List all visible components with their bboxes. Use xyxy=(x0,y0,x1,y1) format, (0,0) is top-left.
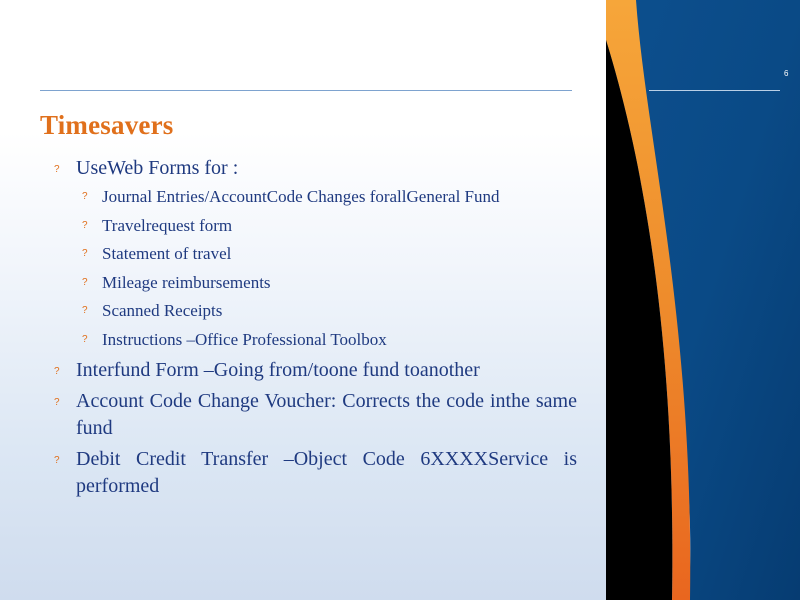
bullet-marker-icon: ? xyxy=(82,276,88,288)
bullet-item xyxy=(52,155,577,182)
bullet-item xyxy=(52,388,577,442)
sub-bullet-text: Travelrequest form xyxy=(102,215,233,235)
sub-bullet-text: Statement of travel xyxy=(102,244,232,263)
bullet-marker-icon: ? xyxy=(54,397,60,408)
title-rule xyxy=(40,90,572,91)
sub-bullet-item xyxy=(52,272,577,294)
bullet-marker-icon: ? xyxy=(82,305,88,316)
bullet-marker-icon: ? xyxy=(82,219,88,231)
bullet-marker-icon: ? xyxy=(54,455,60,466)
sub-bullet-text: Instructions –Office Professional Toolbox xyxy=(102,329,387,349)
bullet-text: Interfund Form –Going from/toone fund toanother xyxy=(76,359,480,381)
sub-bullet-item xyxy=(52,215,577,237)
sub-bullet-item xyxy=(52,329,577,351)
bullet-text: Debit Credit Transfer –Object Code 6XXXXService is performed xyxy=(76,448,577,497)
bullet-text: UseWeb Forms for : xyxy=(76,157,239,179)
sub-bullet-text: Journal Entries/AccountCode Changes forallGeneral Fund xyxy=(102,187,500,206)
sub-bullet-item xyxy=(52,243,577,265)
bullet-item xyxy=(52,357,577,384)
page-number: 6 xyxy=(784,69,789,78)
bullet-text: Account Code Change Voucher: Corrects the code inthe same fund xyxy=(76,390,577,439)
bullet-marker-icon: ? xyxy=(82,191,88,202)
sub-bullet-text: Scanned Receipts xyxy=(102,301,223,320)
bullet-marker-icon: ? xyxy=(82,248,88,259)
bullet-marker-icon: ? xyxy=(82,333,88,345)
bullet-marker-icon: ? xyxy=(54,366,60,377)
slide-title: Timesavers xyxy=(40,110,174,140)
bullet-item xyxy=(52,446,577,500)
sub-bullet-item xyxy=(52,186,577,208)
sub-bullet-text: Mileage reimbursements xyxy=(102,272,271,292)
sub-bullet-item xyxy=(52,300,577,322)
bullet-marker-icon: ? xyxy=(54,164,60,175)
bullet-list xyxy=(52,155,577,504)
side-rule xyxy=(649,90,780,91)
